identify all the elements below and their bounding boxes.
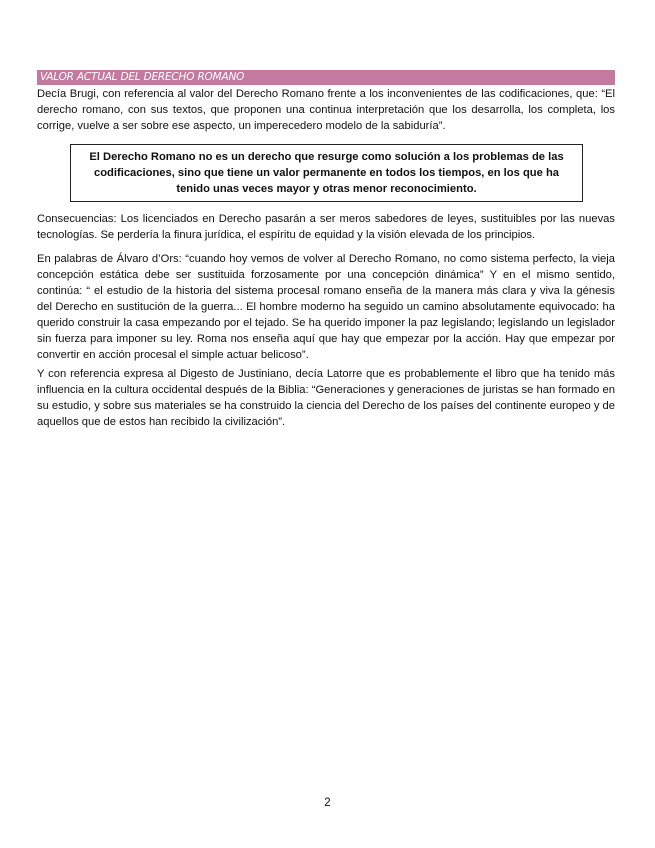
section-title: VALOR ACTUAL DEL DERECHO ROMANO: [40, 71, 245, 83]
callout-text: El Derecho Romano no es un derecho que resurge como solución a los problemas de las codificaciones, sino que tiene un valor permanente en todos los tiempos, en los que ha tenido unas veces mayor y otras menor reconocimiento.: [89, 151, 564, 195]
paragraph-latorre: Y con referencia expresa al Digesto de Justiniano, decía Latorre que es probablemente el libro que ha tenido más influencia en la cultura occidental después de la Biblia: “Generaciones y generaciones de juristas se han formado en su estudio, y sobre sus materiales se ha construido la ciencia del Derecho de los países del continente europeo y de aquellos que de estos han recibido la civilización”.: [37, 368, 615, 428]
section-header-bar: [37, 70, 615, 85]
paragraph-consecuencias: Consecuencias: Los licenciados en Derecho pasarán a ser meros sabedores de leyes, sustituibles por las nuevas tecnologías. Se perdería la finura jurídica, el espíritu de equidad y la visión elevada de los principios.: [37, 213, 615, 241]
callout-box: [70, 144, 583, 202]
paragraph-brugi: Decía Brugi, con referencia al valor del Derecho Romano frente a los inconvenientes de las codificaciones, que: “El derecho romano, con sus textos, que proponen una continua interpretación que los desarrolla, los completa, los corrige, vuelve a ser sobre ese aspecto, un imperecedero modelo de la sabiduría”.: [37, 88, 615, 132]
paragraph-dors: En palabras de Álvaro d’Ors: “cuando hoy vemos de volver al Derecho Romano, no como sistema perfecto, la vieja concepción estática debe ser sustituida forzosamente por una concepción dinámica” Y en el mismo sentido, continúa: “ el estudio de la historia del sistema procesal romano enseña de la manera más clara y viva la génesis del Derecho en sustitución de la guerra... El hombre moderno ha seguido un camino absolutamente equivocado: ha querido construir la casa empezando por el tejado. Se ha querido imponer la paz legislando; legislando un legislador sin fuerza para imponer su ley. Roma nos enseña aquí que hay que empezar por la acción. Hay que empezar por convertir en acción procesal el simple actuar belicoso”.: [37, 253, 615, 361]
page-number: 2: [324, 797, 331, 809]
